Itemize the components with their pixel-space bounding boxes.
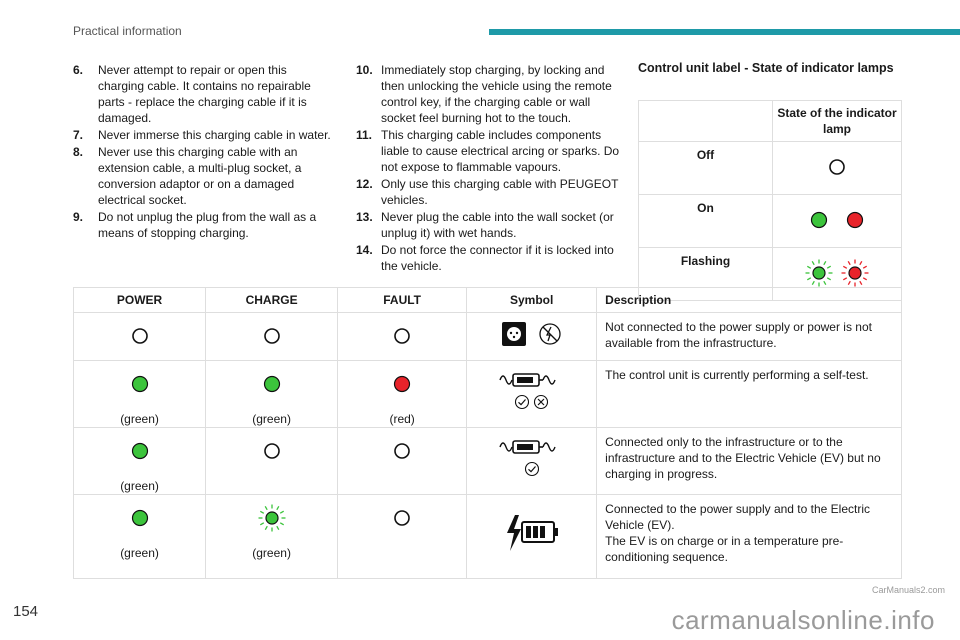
state-label: Flashing <box>639 248 773 301</box>
state-lamps <box>773 195 902 248</box>
charge-cell <box>206 495 338 579</box>
description-cell: The control unit is currently performing a self-test. <box>597 361 902 428</box>
lamp-color-label: (green) <box>252 546 291 560</box>
safety-item <box>73 209 335 241</box>
column-header-fault: FAULT <box>338 288 467 313</box>
table-row <box>74 495 902 579</box>
description-cell: Not connected to the power supply or power is not available from the infrastructure. <box>597 313 902 361</box>
green-lamp-icon <box>125 503 155 533</box>
power-cell <box>74 428 206 495</box>
table-row <box>74 428 902 495</box>
item-number: 7. <box>73 128 84 142</box>
state-empty-header <box>639 101 773 142</box>
item-text: Only use this charging cable with PEUGEOT vehicles. <box>381 177 619 207</box>
green-lamp-icon <box>125 436 155 466</box>
safety-item <box>73 127 335 143</box>
safety-item <box>356 176 624 208</box>
red-flashing-lamp-icon <box>840 258 870 288</box>
status-table <box>73 287 902 579</box>
green-flashing-lamp-icon <box>804 258 834 288</box>
item-number: 10. <box>356 63 373 77</box>
power-cell <box>74 495 206 579</box>
item-text: Do not force the connector if it is locked into the vehicle. <box>381 243 614 273</box>
symbol-group <box>468 436 595 480</box>
green-lamp-icon <box>257 369 287 399</box>
lamp-color-label: (red) <box>389 412 415 426</box>
item-number: 8. <box>73 145 84 159</box>
green-flashing-lamp-icon <box>257 503 287 533</box>
state-label: Off <box>639 142 773 195</box>
state-label: On <box>639 195 773 248</box>
symbol-cell <box>467 428 597 495</box>
charging-cable-icon <box>499 436 565 458</box>
symbol-group <box>501 336 563 350</box>
item-text: Never attempt to repair or open this charging cable. It contains no repairable parts - replace the charging cable if it is damaged. <box>98 63 311 125</box>
section-title: Practical information <box>73 24 182 38</box>
fault-cell <box>338 313 467 361</box>
symbol-cell <box>467 495 597 579</box>
item-text: Never plug the cable into the wall socket (or unplug it) with wet hands. <box>381 210 614 240</box>
lamp-color-label: (green) <box>120 412 159 426</box>
safety-item <box>73 62 335 126</box>
symbol-cell <box>467 361 597 428</box>
fault-cell <box>338 495 467 579</box>
check-circle-icon <box>524 461 540 477</box>
fault-cell <box>338 361 467 428</box>
lamp-off-icon <box>257 436 287 466</box>
charge-cell <box>206 361 338 428</box>
charge-cell <box>206 428 338 495</box>
page-number: 154 <box>13 603 39 620</box>
safety-item <box>356 62 624 126</box>
symbol-cell <box>467 313 597 361</box>
table-row <box>74 361 902 428</box>
description-cell: Connected to the power supply and to the Electric Vehicle (EV). The EV is on charge or in a temperature pre-conditioning sequence. <box>597 495 902 579</box>
item-number: 12. <box>356 177 373 191</box>
state-lamps <box>773 142 902 195</box>
state-header: State of the indicator lamp <box>773 101 902 142</box>
item-text: Never immerse this charging cable in water. <box>98 128 331 142</box>
no-power-icon <box>537 321 563 347</box>
column-header-symbol: Symbol <box>467 288 597 313</box>
red-lamp-icon <box>840 205 870 235</box>
safety-item <box>73 144 335 208</box>
safety-list-left <box>73 62 335 242</box>
safety-list-middle <box>356 62 624 275</box>
item-number: 11. <box>356 128 373 142</box>
indicator-state-row <box>639 142 902 195</box>
label-section-title: Control unit label - State of indicator lamps <box>638 61 894 75</box>
safety-item <box>356 242 624 274</box>
charging-cable-icon <box>499 369 565 391</box>
lamp-off-icon <box>387 503 417 533</box>
watermark: carmanualsonline.info <box>671 605 935 635</box>
fault-cell <box>338 428 467 495</box>
lamp-color-label: (green) <box>252 412 291 426</box>
red-lamp-icon <box>387 369 417 399</box>
safety-item <box>356 127 624 175</box>
lamp-color-label: (green) <box>120 479 159 493</box>
indicator-state-row <box>639 195 902 248</box>
plug-icon <box>501 321 527 347</box>
table-row <box>74 313 902 361</box>
check-circle-icon <box>514 394 530 410</box>
lamp-off-icon <box>822 152 852 182</box>
column-header-description: Description <box>597 288 902 313</box>
power-cell <box>74 361 206 428</box>
green-lamp-icon <box>804 205 834 235</box>
symbol-group <box>468 369 595 413</box>
column-header-charge: CHARGE <box>206 288 338 313</box>
item-text: Immediately stop charging, by locking and then unlocking the vehicle using the remote control key, if the charging cable or wall socket feel burning hot to the touch. <box>381 63 612 125</box>
watermark-small: CarManuals2.com <box>871 585 945 595</box>
item-number: 13. <box>356 210 373 224</box>
safety-item <box>356 209 624 241</box>
power-cell <box>74 313 206 361</box>
item-number: 14. <box>356 243 373 257</box>
item-number: 9. <box>73 210 84 224</box>
indicator-state-table <box>638 100 902 301</box>
item-text: Never use this charging cable with an extension cable, a multi-plug socket, a conversion adaptor or on a damaged electrical socket. <box>98 145 302 207</box>
item-text: This charging cable includes components liable to cause electrical arcing or sparks. Do not expose to flammable vapours. <box>381 128 620 174</box>
cross-circle-icon <box>533 394 549 410</box>
header-accent-bar <box>489 29 960 35</box>
item-text: Do not unplug the plug from the wall as a means of stopping charging. <box>98 210 317 240</box>
description-cell: Connected only to the infrastructure or to the infrastructure and to the Electric Vehicle (EV) but no charging in progress. <box>597 428 902 495</box>
lamp-off-icon <box>257 321 287 351</box>
lamp-off-icon <box>387 436 417 466</box>
item-number: 6. <box>73 63 84 77</box>
green-lamp-icon <box>125 369 155 399</box>
lamp-off-icon <box>387 321 417 351</box>
charge-cell <box>206 313 338 361</box>
column-header-power: POWER <box>74 288 206 313</box>
lamp-color-label: (green) <box>120 546 159 560</box>
battery-charging-icon <box>501 511 563 555</box>
lamp-off-icon <box>125 321 155 351</box>
